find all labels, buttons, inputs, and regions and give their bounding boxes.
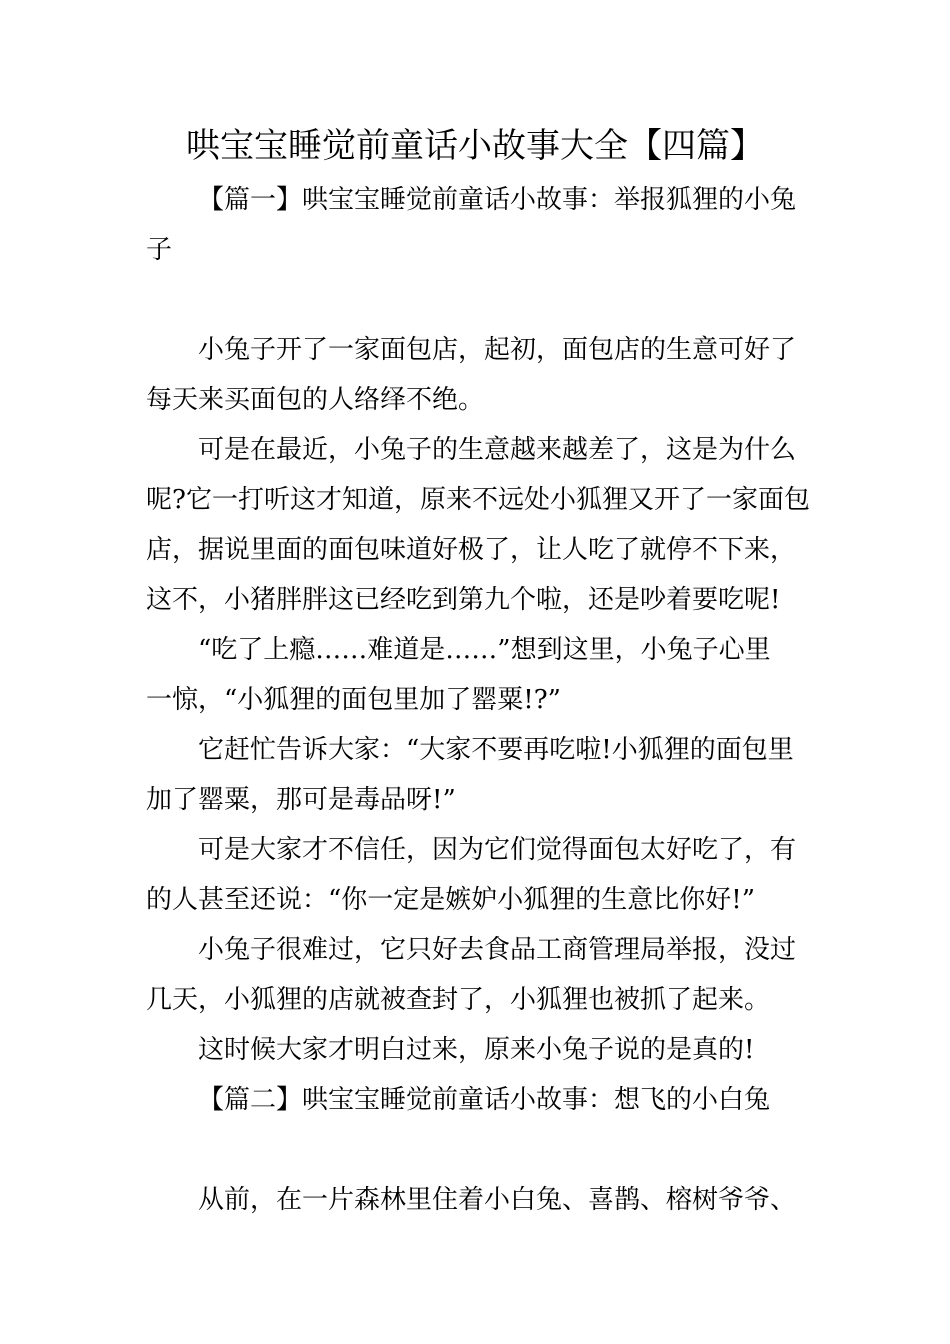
text-line: 几天，小狐狸的店就被查封了，小狐狸也被抓了起来。 (146, 985, 771, 1015)
document-title: 哄宝宝睡觉前童话小故事大全【四篇】 (186, 126, 764, 166)
text-line: 小兔子开了一家面包店，起初，面包店的生意可好了 (198, 335, 797, 365)
text-line: 的人甚至还说：“你一定是嫉妒小狐狸的生意比你好!” (146, 885, 756, 915)
text-line: 【篇一】哄宝宝睡觉前童话小故事：举报狐狸的小兔 (198, 185, 797, 215)
text-line: 这不，小猪胖胖这已经吃到第九个啦，还是吵着要吃呢! (146, 585, 781, 615)
text-line: 可是在最近，小兔子的生意越来越差了，这是为什么 (198, 435, 797, 465)
text-line: 子 (146, 235, 173, 265)
text-line: 每天来买面包的人络绎不绝。 (146, 385, 485, 415)
text-line: 可是大家才不信任，因为它们觉得面包太好吃了，有 (198, 835, 797, 865)
text-line: 它赶忙告诉大家：“大家不要再吃啦!小狐狸的面包里 (198, 735, 794, 765)
text-line: 【篇二】哄宝宝睡觉前童话小故事：想飞的小白兔 (198, 1085, 771, 1115)
text-line: “吃了上瘾……难道是……”想到这里，小兔子心里 (198, 635, 771, 665)
text-line: 呢?它一打听这才知道，原来不远处小狐狸又开了一家面包 (146, 485, 810, 515)
text-line: 从前，在一片森林里住着小白兔、喜鹊、榕树爷爷、 (198, 1185, 797, 1215)
text-line: 一惊，“小狐狸的面包里加了罂粟!?” (146, 685, 561, 715)
text-line: 加了罂粟，那可是毒品呀!” (146, 785, 456, 815)
text-line: 这时候大家才明白过来，原来小兔子说的是真的! (198, 1035, 755, 1065)
text-line: 店，据说里面的面包味道好极了，让人吃了就停不下来， (146, 535, 797, 565)
text-line: 小兔子很难过，它只好去食品工商管理局举报，没过 (198, 935, 797, 965)
